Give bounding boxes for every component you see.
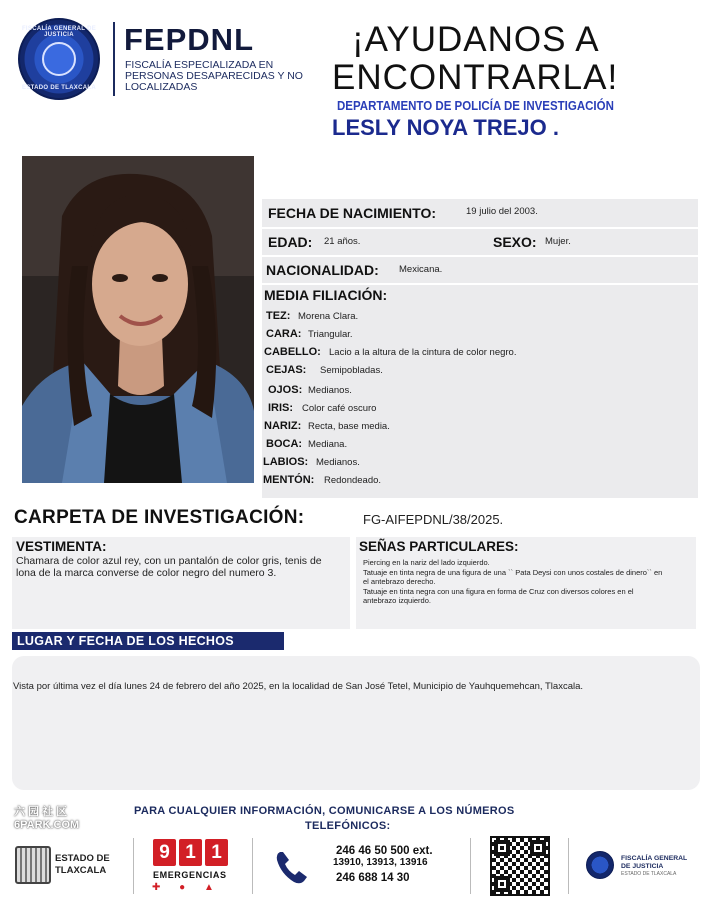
info-line-1: PARA CUALQUIER INFORMACIÓN, COMUNICARSE A LOS NÚMEROS	[134, 805, 515, 817]
age-label: EDAD:	[268, 234, 313, 250]
department-label: DEPARTAMENTO DE POLICÍA DE INVESTIGACIÓN	[337, 99, 614, 113]
qr-corner	[494, 840, 510, 856]
emergency-label: EMERGENCIAS	[153, 870, 227, 880]
trait-label-ojos: OJOS:	[268, 384, 303, 396]
trait-value-menton: Redondeado.	[324, 475, 382, 486]
brand-subtitle: FISCALÍA ESPECIALIZADA EN PERSONAS DESAPARECIDAS Y NO LOCALIZADAS	[125, 59, 303, 93]
trait-label-menton: MENTÓN:	[263, 474, 315, 486]
qr-corner	[530, 840, 546, 856]
facts-label: LUGAR Y FECHA DE LOS HECHOS	[12, 632, 284, 650]
emergency-services-icons: ✚ ● ▲	[152, 882, 222, 893]
marks-line-2: Tatuaje en tinta negra de una figura de una `` Pata Deysi con unos costales de dinero`` en el antebrazo derecho.	[363, 567, 663, 586]
footer-divider-4	[568, 838, 569, 894]
watermark	[14, 806, 79, 832]
clothing-text: Chamara de color azul rey, con un pantalón de color gris, tenis de lona de la marca converse de color negro del numero 3.	[16, 555, 322, 579]
person-name: LESLY NOYA TREJO .	[332, 115, 560, 140]
watermark-line-1: 六 园 社 区	[14, 806, 68, 818]
brand-title: FEPDNL	[124, 22, 254, 57]
phone-icon	[272, 848, 312, 888]
trait-label-nariz: NARIZ:	[264, 420, 302, 432]
fge-subtitle: ESTADO DE TLAXCALA	[621, 871, 677, 877]
marks-text	[363, 558, 663, 606]
state-line-1: ESTADO DE	[55, 853, 110, 864]
nationality-label: NACIONALIDAD:	[266, 262, 379, 278]
trait-value-nariz: Recta, base media.	[308, 421, 390, 432]
facts-text: Vista por última vez el día lunes 24 de febrero del año 2025, en la localidad de San José Tetel, Municipio de Yauhquemehcan, Tlaxcala.	[13, 681, 584, 692]
investigation-label: CARPETA DE INVESTIGACIÓN:	[14, 507, 305, 528]
tlaxcala-label	[55, 853, 110, 877]
birth-label: FECHA DE NACIMIENTO:	[268, 205, 436, 221]
trait-label-cara: CARA:	[266, 328, 302, 340]
marks-label: SEÑAS PARTICULARES:	[359, 539, 519, 554]
nationality-value: Mexicana.	[399, 264, 443, 275]
trait-label-cabello: CABELLO:	[264, 346, 321, 358]
trait-label-tez: TEZ:	[266, 310, 291, 322]
trait-value-tez: Morena Clara.	[298, 311, 359, 322]
trait-label-labios: LABIOS:	[263, 456, 309, 468]
watermark-line-2: 6PARK.COM	[14, 819, 80, 831]
footer-divider-2	[252, 838, 253, 894]
header-divider	[113, 22, 115, 96]
phone-number-1: 246 46 50 500 ext.	[336, 845, 433, 857]
headline-line1: ¡AYUDANOS A	[352, 20, 600, 59]
missing-person-photo	[22, 156, 254, 483]
footer-divider-1	[133, 838, 134, 894]
seal-center-icon	[42, 42, 76, 76]
phone-number-2: 246 688 14 30	[336, 872, 410, 884]
age-value: 21 años.	[324, 236, 361, 247]
emergency-digit-1: 9	[153, 839, 176, 866]
birth-value: 19 julio del 2003.	[466, 206, 538, 217]
investigation-number: FG-AIFEPDNL/38/2025.	[363, 512, 504, 527]
trait-value-cara: Triangular.	[308, 329, 353, 340]
trait-label-boca: BOCA:	[266, 438, 303, 450]
phone-extensions: 13910, 13913, 13916	[333, 857, 428, 868]
footer-divider-3	[470, 838, 471, 894]
facts-box	[12, 656, 700, 790]
info-line-2: TELEFÓNICOS:	[305, 820, 391, 832]
media-filiacion-label: MEDIA FILIACIÓN:	[264, 287, 388, 303]
marks-line-1: Piercing en la nariz del lado izquierdo.	[363, 558, 490, 567]
sex-value: Mujer.	[545, 236, 571, 247]
trait-value-iris: Color café oscuro	[302, 403, 377, 414]
seal-top-text: FISCALÍA GENERAL DE JUSTICIA	[21, 26, 97, 38]
fge-name: FISCALÍA GENERAL DE JUSTICIA	[621, 855, 688, 870]
marks-line-3: Tatuaje en tinta negra con una figura en forma de Cruz con diversos colores en el antebrazo izquierdo.	[363, 586, 634, 605]
trait-label-cejas: CEJAS:	[266, 364, 307, 376]
qr-code-icon	[490, 836, 550, 896]
emergency-digit-3: 1	[205, 839, 228, 866]
portrait-illustration	[22, 156, 254, 483]
trait-value-boca: Mediana.	[308, 439, 348, 450]
headline-line2: ENCONTRARLA!	[332, 58, 619, 97]
tlaxcala-crest-icon	[15, 846, 51, 884]
clothing-label: VESTIMENTA:	[16, 539, 107, 554]
emergency-digit-2: 1	[179, 839, 202, 866]
trait-value-cejas: Semipobladas.	[320, 365, 383, 376]
fge-seal-logo	[586, 851, 614, 879]
trait-value-labios: Medianos.	[316, 457, 360, 468]
fiscalia-seal-logo	[18, 18, 100, 100]
trait-value-ojos: Medianos.	[308, 385, 352, 396]
state-line-2: TLAXCALA	[55, 865, 107, 876]
sex-label: SEXO:	[493, 234, 537, 250]
trait-label-iris: IRIS:	[268, 402, 294, 414]
qr-corner	[494, 876, 510, 892]
trait-value-cabello: Lacio a la altura de la cintura de color negro.	[329, 347, 517, 358]
seal-bottom-text: ESTADO DE TLAXCALA	[22, 85, 96, 91]
